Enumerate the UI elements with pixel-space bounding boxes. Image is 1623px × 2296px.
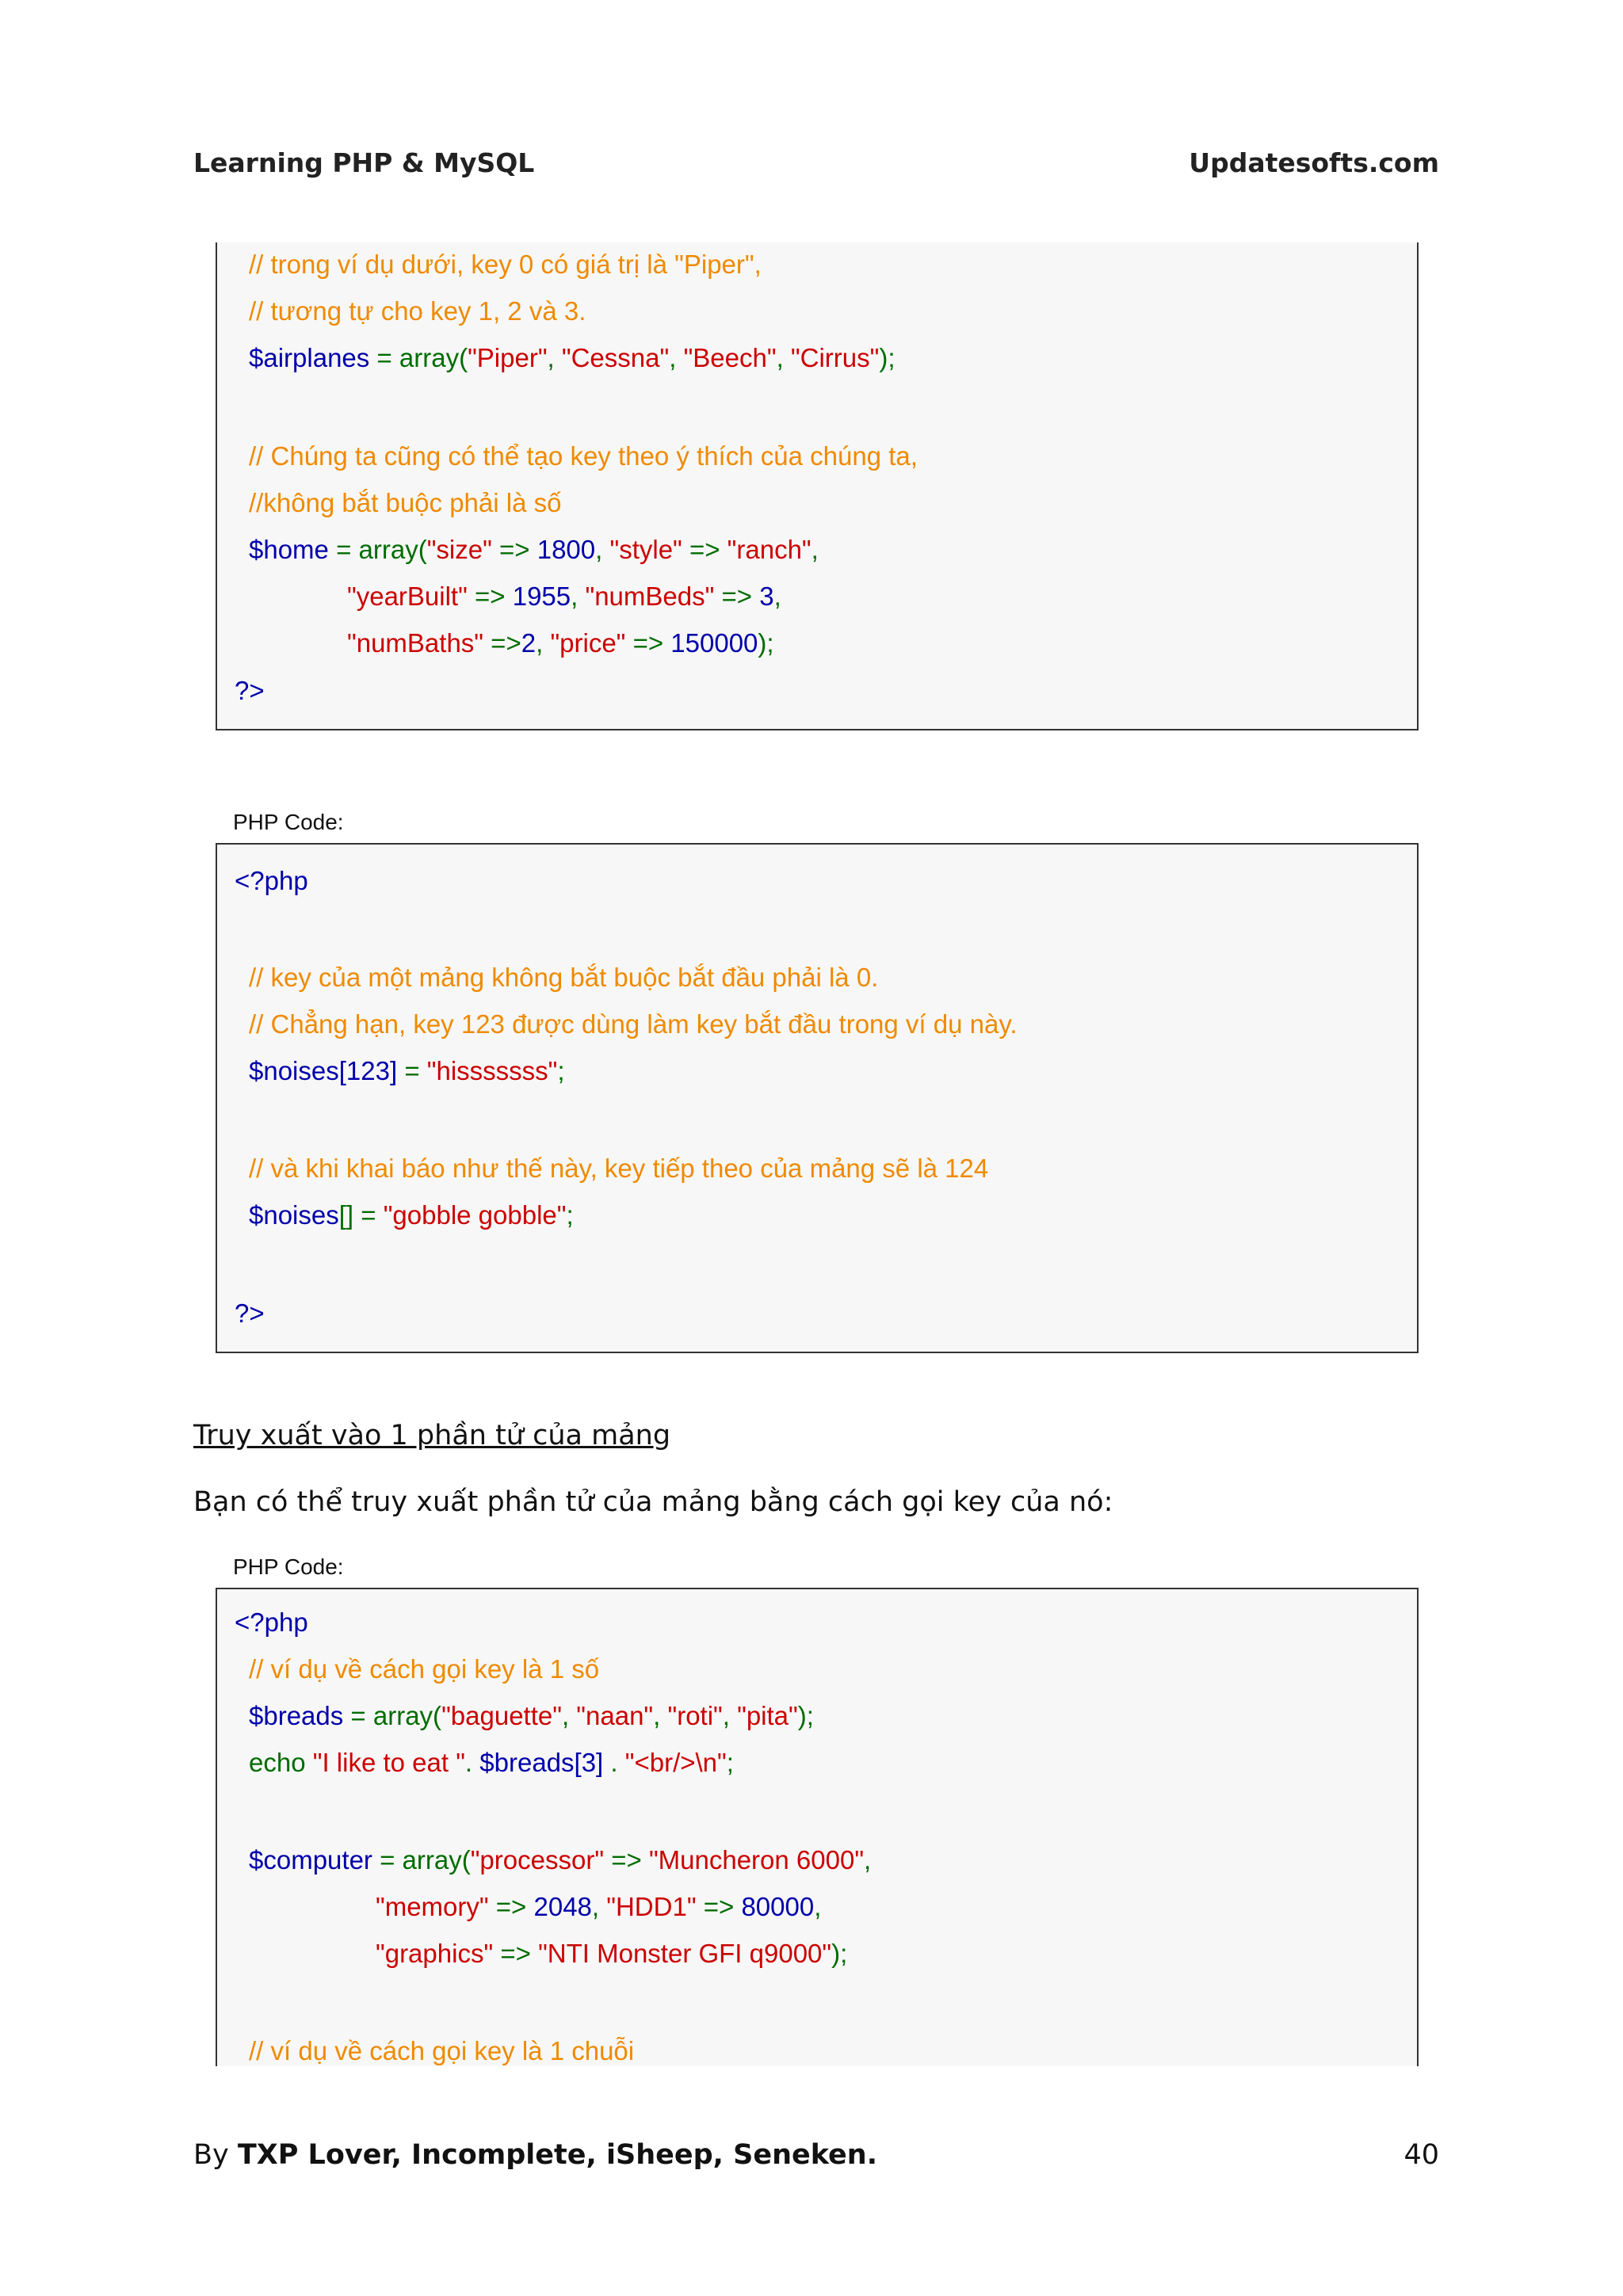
code-comment: // key của một mảng không bắt buộc bắt đầu phải là 0. [249, 963, 879, 992]
site-name: Updatesofts.com [1189, 147, 1439, 178]
code-line-airplanes: $airplanes = array("Piper", "Cessna", "Beech", "Cirrus"); [249, 343, 896, 372]
code-line-computer-cont: "graphics" => "NTI Monster GFI q9000"); [376, 1939, 848, 1968]
code-line-noises: $noises[] = "gobble gobble"; [249, 1200, 574, 1230]
code-line-home: $home = array("size" => 1800, "style" => "ranch", [249, 535, 819, 564]
php-close-tag: ?> [235, 1299, 265, 1328]
authors: TXP Lover, Incomplete, iSheep, Seneken. [237, 2139, 878, 2171]
code-comment: // ví dụ về cách gọi key là 1 số [249, 1654, 600, 1684]
authors-line: By TXP Lover, Incomplete, iSheep, Seneken. [193, 2139, 878, 2171]
code-comment: //không bắt buộc phải là số [249, 488, 562, 517]
document-title: Learning PHP & MySQL [193, 147, 535, 178]
php-open-tag: <?php [235, 866, 308, 895]
code-line-computer-cont: "memory" => 2048, "HDD1" => 80000, [376, 1892, 822, 1921]
code-label: PHP Code: [233, 810, 344, 834]
code-block-arrays-continued [216, 242, 1419, 730]
code-comment: // và khi khai báo như thế này, key tiếp theo của mảng sẽ là 124 [249, 1154, 989, 1183]
code-line-computer: $computer = array("processor" => "Muncheron 6000", [249, 1845, 872, 1875]
code-comment: // Chẳng hạn, key 123 được dùng làm key bắt đầu trong ví dụ này. [249, 1009, 1018, 1039]
code-block-breads-computer [216, 1588, 1419, 2066]
page-footer [193, 2139, 1439, 2171]
code-line-breads: $breads = array("baguette", "naan", "roti", "pita"); [249, 1701, 814, 1730]
page-number: 40 [1403, 2139, 1439, 2171]
php-open-tag: <?php [235, 1608, 308, 1637]
code-comment: // ví dụ về cách gọi key là 1 chuỗi [249, 2036, 635, 2065]
code-label: PHP Code: [233, 1554, 344, 1579]
code-line-home-cont: "numBaths" =>2, "price" => 150000); [347, 628, 774, 658]
code-comment: // trong ví dụ dưới, key 0 có giá trị là "Piper", [249, 250, 762, 279]
body-paragraph: Bạn có thể truy xuất phần tử của mảng bằng cách gọi key của nó: [193, 1486, 1113, 1518]
code-block-noises [216, 843, 1419, 1353]
code-line-noises: $noises[123] = "hisssssss"; [249, 1056, 565, 1085]
code-comment: // Chúng ta cũng có thể tạo key theo ý thích của chúng ta, [249, 441, 918, 471]
code-comment: // tương tự cho key 1, 2 và 3. [249, 296, 586, 326]
page-header [193, 147, 1439, 178]
code-line-echo: echo "I like to eat ". $breads[3] . "<br/>\n"; [249, 1748, 734, 1777]
php-close-tag: ?> [235, 676, 265, 705]
section-heading: Truy xuất vào 1 phần tử của mảng [193, 1420, 671, 1451]
code-line-home-cont: "yearBuilt" => 1955, "numBeds" => 3, [347, 582, 781, 611]
